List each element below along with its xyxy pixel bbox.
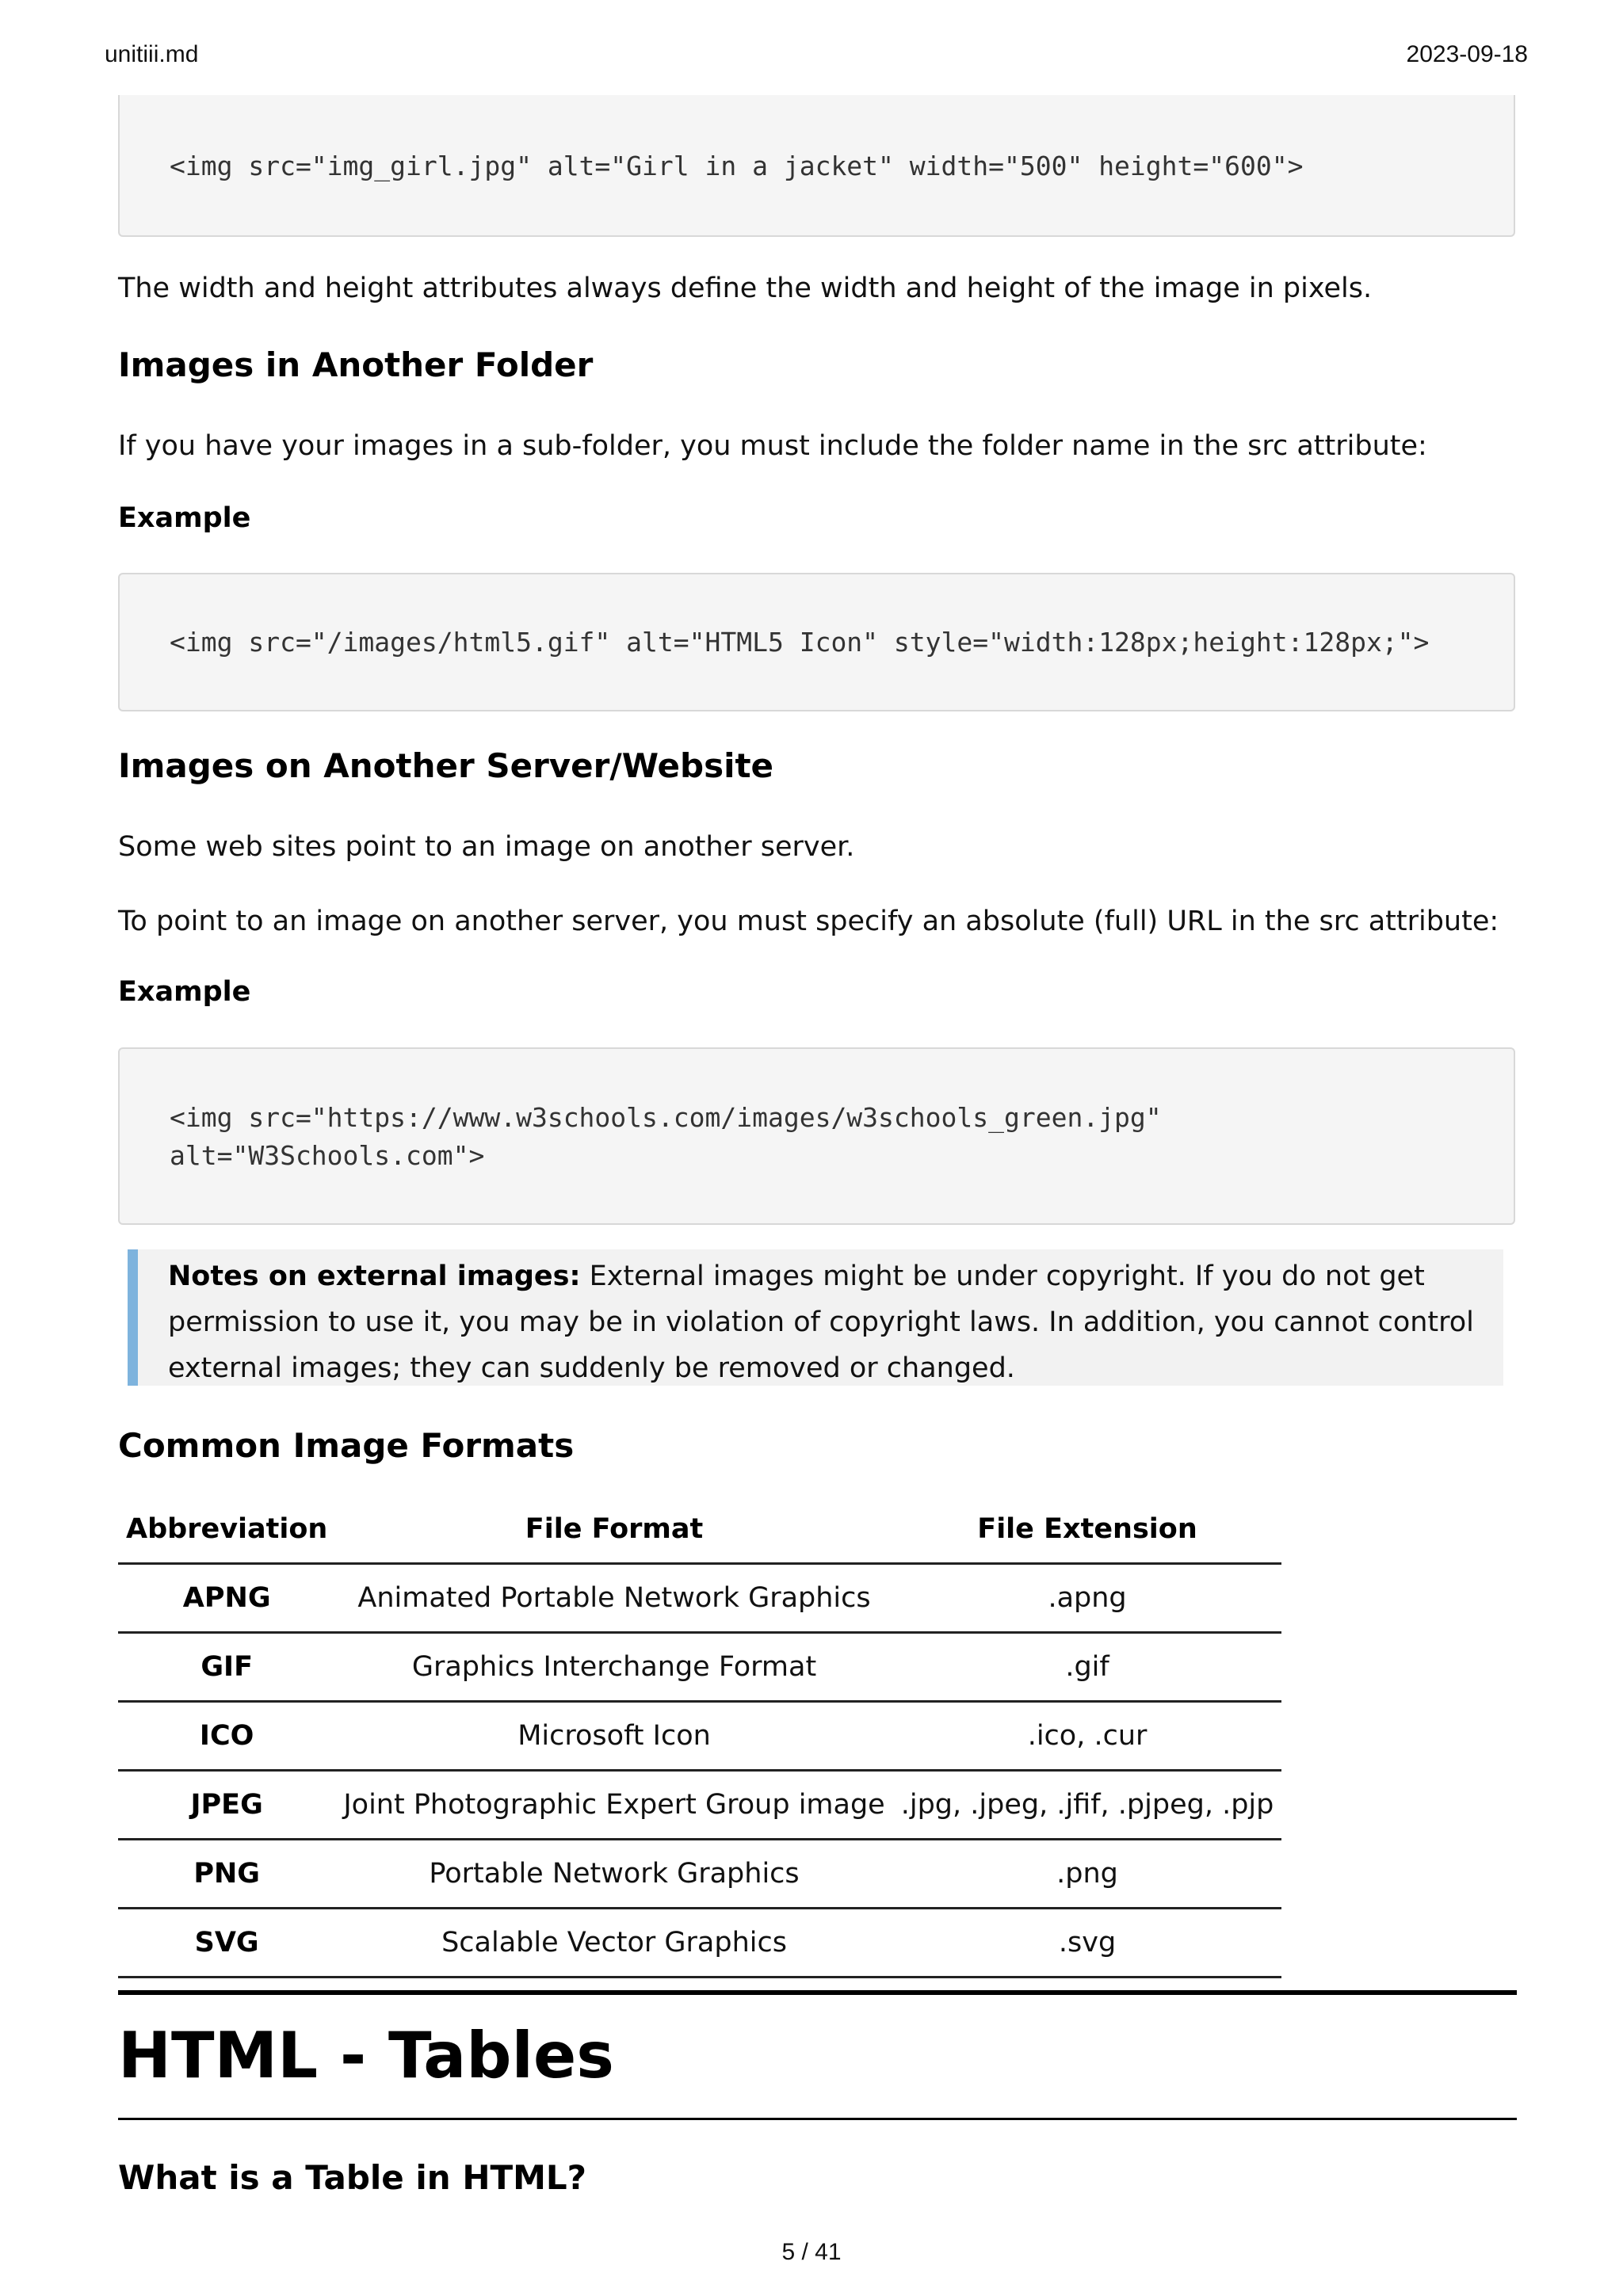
note-text: External images might be under copyright. If you do not get permission to use it, you may be in violation of copyright laws. In addition, you cannot control external images; they can suddenly be removed or changed. (168, 1261, 1474, 1384)
code-block-img-girl (118, 95, 1515, 237)
heading-what-is-table: What is a Table in HTML? (118, 2158, 587, 2197)
document-date: 2023-09-18 (1406, 41, 1528, 67)
note-external-images (128, 1249, 1503, 1386)
cell-file-format: Animated Portable Network Graphics (335, 1564, 892, 1633)
document-filename: unitiii.md (105, 41, 199, 67)
code-block-w3schools (118, 1047, 1515, 1225)
column-header-file-extension: File Extension (893, 1496, 1282, 1564)
cell-file-extension: .apng (893, 1564, 1282, 1633)
example-label: Example (118, 976, 251, 1008)
paragraph-width-height: The width and height attributes always define the width and height of the image in pixels. (118, 273, 1373, 304)
table-row (118, 1840, 1281, 1909)
image-formats-table (118, 1496, 1281, 1978)
heading-html-tables: HTML - Tables (118, 2019, 614, 2092)
heading-underline (118, 2118, 1517, 2120)
cell-file-extension: .jpg, .jpeg, .jfif, .pjpeg, .pjp (893, 1771, 1282, 1840)
cell-file-format: Portable Network Graphics (335, 1840, 892, 1909)
section-divider (118, 1990, 1517, 1995)
code-block-html5-icon (118, 573, 1515, 711)
table-row (118, 1564, 1281, 1633)
cell-abbreviation: PNG (118, 1840, 335, 1909)
paragraph-sub-folder: If you have your images in a sub-folder, you must include the folder name in the src attribute: (118, 430, 1427, 462)
cell-file-extension: .png (893, 1840, 1282, 1909)
table-row (118, 1909, 1281, 1978)
code-line: alt="W3Schools.com"> (170, 1140, 485, 1171)
column-header-abbreviation: Abbreviation (118, 1496, 335, 1564)
cell-abbreviation: JPEG (118, 1771, 335, 1840)
cell-file-format: Scalable Vector Graphics (335, 1909, 892, 1978)
table-header-row (118, 1496, 1281, 1564)
paragraph-absolute-url: To point to an image on another server, you must specify an absolute (full) URL in the src attribute: (118, 906, 1499, 937)
table-row (118, 1702, 1281, 1771)
cell-file-format: Joint Photographic Expert Group image (335, 1771, 892, 1840)
page-header (105, 41, 1528, 70)
column-header-file-format: File Format (335, 1496, 892, 1564)
code-line: <img src="https://www.w3schools.com/images/w3schools_green.jpg" (170, 1102, 1162, 1133)
cell-file-format: Microsoft Icon (335, 1702, 892, 1771)
table-row (118, 1771, 1281, 1840)
cell-file-format: Graphics Interchange Format (335, 1633, 892, 1702)
code-line: <img src="img_girl.jpg" alt="Girl in a jacket" width="500" height="600"> (170, 151, 1304, 181)
cell-abbreviation: GIF (118, 1633, 335, 1702)
example-label: Example (118, 502, 251, 534)
heading-common-image-formats: Common Image Formats (118, 1426, 575, 1465)
code-line: <img src="/images/html5.gif" alt="HTML5 Icon" style="width:128px;height:128px;"> (170, 627, 1430, 658)
cell-file-extension: .gif (893, 1633, 1282, 1702)
cell-abbreviation: SVG (118, 1909, 335, 1978)
heading-images-another-server: Images on Another Server/Website (118, 746, 774, 785)
heading-images-another-folder: Images in Another Folder (118, 345, 594, 384)
cell-abbreviation: ICO (118, 1702, 335, 1771)
paragraph-web-sites: Some web sites point to an image on another server. (118, 831, 855, 863)
page-number: 5 / 41 (781, 2239, 842, 2265)
cell-file-extension: .ico, .cur (893, 1702, 1282, 1771)
cell-file-extension: .svg (893, 1909, 1282, 1978)
table-row (118, 1633, 1281, 1702)
cell-abbreviation: APNG (118, 1564, 335, 1633)
note-title: Notes on external images: (168, 1261, 581, 1292)
